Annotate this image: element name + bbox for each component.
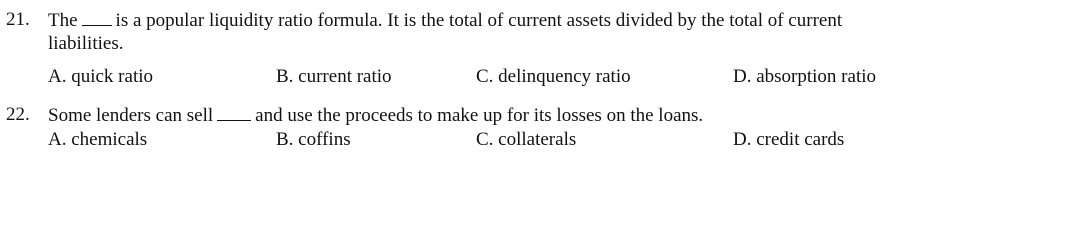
option-a: A. quick ratio (48, 66, 154, 87)
question-text (48, 9, 1070, 32)
question-text (48, 104, 1070, 127)
option-a: A. chemicals (48, 129, 148, 150)
option-c: C. delinquency ratio (476, 66, 631, 87)
option-b: B. current ratio (276, 66, 392, 87)
question-22 (0, 104, 1074, 160)
question-text-continued: liabilities. (48, 33, 124, 54)
answer-blank (217, 104, 251, 121)
answer-blank (82, 9, 112, 26)
question-text-end: and use the proceeds to make up for its losses on the loans. (255, 105, 704, 126)
option-d: D. absorption ratio (733, 66, 877, 87)
question-number: 22. (6, 104, 30, 125)
question-text-start: The (48, 10, 78, 31)
question-21 (0, 9, 1074, 99)
question-number: 21. (6, 9, 30, 30)
question-text-start: Some lenders can sell (48, 105, 214, 126)
option-c: C. collaterals (476, 129, 577, 150)
question-text-end: is a popular liquidity ratio formula. It is the total of current assets divided by the total of current (115, 10, 843, 31)
option-b: B. coffins (276, 129, 351, 150)
option-d: D. credit cards (733, 129, 845, 150)
